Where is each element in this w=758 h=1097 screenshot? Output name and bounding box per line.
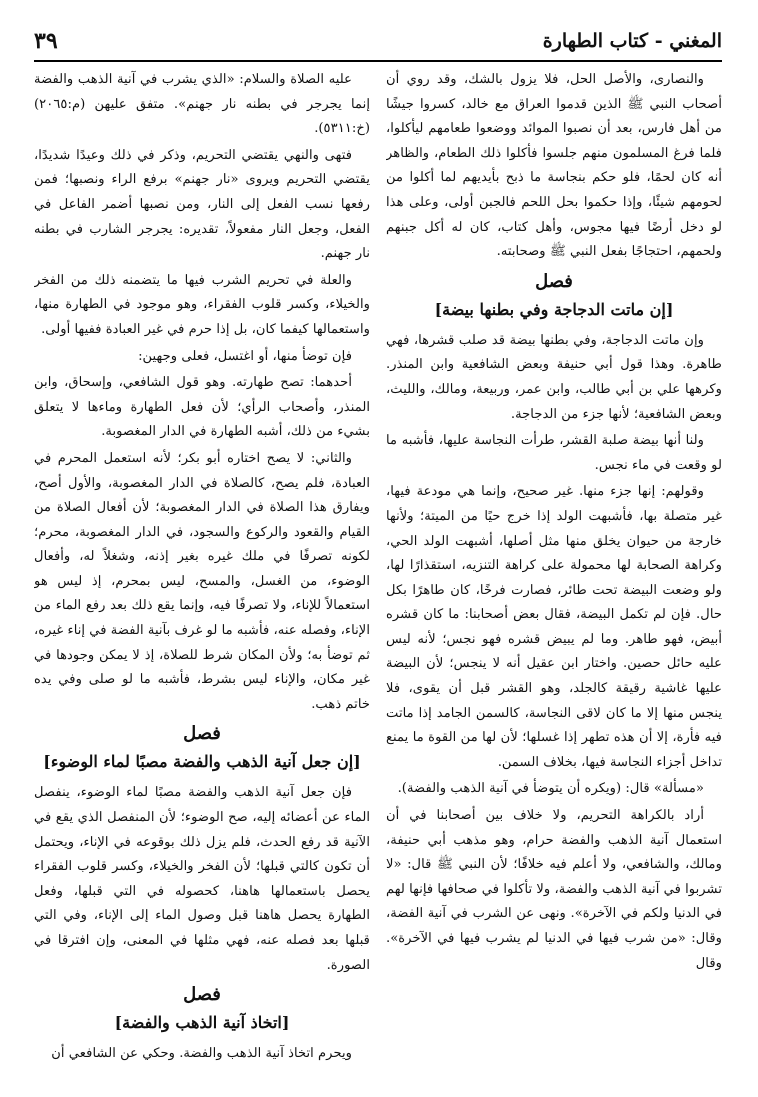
paragraph: والثاني: لا يصح اختاره أبو بكر؛ لأنه استعمل المحرم في العبادة، فلم يصح، كالصلاة في الدار المغصوبة، والأول أصح، ويفارق هذا الصلاة في الدار المغصوبة؛ لأن أفعال الصلاة من القيام والقعود والركوع والسجود، في الدار المغصوبة، محرم؛ لكونه تصرفًا في ملك غيره بغير إذنه، وشغلاً له، وأفعال الوضوء، من الغسل، والمسح، ليس بمحرم، إذ ليس هو استعمالاً للإناء، ولا تصرفًا فيه، وإنما يقع ذلك بعد رفع الماء من الإناء، وفصله عنه، فأشبه ما لو غرف بآنية الفضة في إناء غيره، ثم توضأ به؛ ولأن المكان شرط للصلاة، إذ لا يمكن وجودها في غير مكان، والإناء ليس بشرط، فأشبه ما لو صلى وفي يده خاتم ذهب. — [34, 450, 370, 712]
paragraph: والعلة في تحريم الشرب فيها ما يتضمنه ذلك من الفخر والخيلاء، وكسر قلوب الفقراء، وهو موجود في الطهارة منها، واستعمالها كيفما كان، بل إذا حرم في غير العبادة ففيها أولى. — [34, 272, 370, 337]
paragraph: ويحرم اتخاذ آنية الذهب والفضة. وحكي عن الشافعي أن — [51, 1046, 352, 1062]
paragraph: عليه الصلاة والسلام: «الذي يشرب في آنية الذهب والفضة إنما يجرجر في بطنه نار جهنم». متفق عليهن (م:٢٠٦٥) (خ:٥٣١١). — [34, 72, 370, 137]
paragraph: ولنا أنها بيضة صلبة القشر، طرأت النجاسة عليها، فأشبه ما لو وقعت في ماء نجس. — [386, 433, 722, 473]
paragraph: أراد بالكراهة التحريم، ولا خلاف بين أصحابنا في أن استعمال آنية الذهب والفضة حرام، وهو مذهب أبي حنيفة، ومالك، والشافعي، ولا أعلم فيه خلافًا؛ لأن النبي ﷺ قال: «لا تشربوا في آنية الذهب والفضة، ولا تأكلوا في صحافها فإنها لهم في الدنيا ولكم في الآخرة». ونهى عن الشرب في آنية الفضة، وقال: «من شرب فيها في الدنيا لم يشرب فيها في الآخرة». وقال — [386, 808, 722, 971]
left-column — [34, 68, 370, 1077]
paragraph: أحدهما: تصح طهارته. وهو قول الشافعي، وإسحاق، وابن المنذر، وأصحاب الرأي؛ لأن فعل الطهارة وماءها لا يتعلق بشيء من ذلك، أشبه الطهارة في الدار المغصوبة. — [34, 375, 370, 440]
paragraph: وإن ماتت الدجاجة، وفي بطنها بيضة قد صلب قشرها، فهي طاهرة. وهذا قول أبي حنيفة وبعض الشافعية وابن المنذر. وكرهها علي بن أبي طالب، وابن عمر، وربيعة، ومالك، والليث، وبعض الشافعية؛ لأنها جزء من الدجاجة. — [386, 332, 722, 422]
section-title: فصل — [183, 723, 221, 745]
section-subheading: [اتخاذ آنية الذهب والفضة] — [114, 1013, 290, 1033]
section-subheading: [إن ماتت الدجاجة وفي بطنها بيضة] — [434, 299, 674, 319]
right-column — [386, 68, 722, 1077]
paragraph: وقولهم: إنها جزء منها. غير صحيح، وإنما هي مودعة فيها، غير متصلة بها، فأشبهت الولد إذا خرج حيًا من الميتة؛ ولأنها خارجة من حيوان يخلق منها مثل أصلها، أشبهت الولد الحي، وكراهة الصحابة لها محمولة على كراهة التنزيه، استقذارًا لها، ولو وضعت البيضة تحت طائر، فصارت فرخًا، كان طاهرًا بكل حال. فإن لم تكمل البيضة، فقال بعض أصحابنا: ما كان قشره أبيض، فهو طاهر. وما لم يبيض قشره فهو نجس؛ لأنه ليس عليه حائل حصين. واختار ابن عقيل أنه لا ينجس؛ لأن البيضة عليها غاشية رقيقة كالجلد، وهو القشر قبل أن يقوى، فلا ينجس منها إلا ما كان لاقى النجاسة، كالسمن الجامد إذا ماتت فيه فأرة، إلا أن هذه تطهر إذا غسلها؛ لأن لها من القوة ما يمنع تداخل أجزاء النجاسة فيها، بخلاف السمن. — [386, 484, 722, 770]
paragraph: فتهى والنهي يقتضي التحريم، وذكر في ذلك وعيدًا شديدًا، يقتضي التحريم ويروى «نار جهنم» برفع الراء ونصبها؛ فمن رفعها نسب الفعل إلى النار، ومن نصبها أضمر الفاعل في الفعل، وجعل النار مفعولاً، تقديره: يجرجر الشارب في بطنه نار جهنم. — [34, 147, 370, 262]
page-number: ٣٩ — [34, 28, 58, 54]
section-title: فصل — [183, 984, 221, 1006]
running-title: المغني - كتاب الطهارة — [542, 30, 722, 52]
paragraph: والنصارى، والأصل الحل، فلا يزول بالشك، وقد روي أن أصحاب النبي ﷺ الذين قدموا العراق مع خالد، كسروا جيشًا من أهل فارس، بعد أن نصبوا الموائد ووضعوا طعامهم ليأكلوا، فلما فرغ المسلمون منهم جلسوا فأكلوا ذلك الطعام، والظاهر أنه كان لحمًا، فلو حكم بنجاسة ما ذبح بأيديهم لما أكلوا من لحومهم شيئًا، وإذا حكموا بحل اللحم فالجبن أولى، وعلى هذا لو دخل أرضًا فيها مجوس، وأهل كتاب، كان له أكل جبنهم ولحمهم، احتجاجًا بفعل النبي ﷺ وصحابته. — [386, 72, 722, 260]
page-header — [34, 26, 722, 62]
text-columns — [34, 68, 722, 1077]
masala-heading: «مسألة» قال: (ويكره أن يتوضأ في آنية الذهب والفضة). — [397, 781, 704, 797]
section-subheading: [إن جعل آنية الذهب والفضة مصبًا لماء الوضوء] — [43, 752, 361, 772]
paragraph: فإن جعل آنية الذهب والفضة مصبًا لماء الوضوء، ينفصل الماء عن أعضائه إليه، صح الوضوء؛ لأن المنفصل الذي يقع في الآنية قد رفع الحدث، فلم يزل ذلك بوقوعه في الإناء، ويحتمل أن تكون كالتي قبلها؛ لأن الفخر والخيلاء، وكسر قلوب الفقراء يحصل باستعمالها هاهنا، كحصوله في التي قبلها، وفعل الطهارة يحصل هاهنا قبل وصول الماء إلى الإناء، وفي التي قبلها بعد فصله عنه، فهي مثلها في المعنى، وإن افترقا في الصورة. — [34, 785, 370, 973]
section-title: فصل — [535, 270, 573, 292]
paragraph: فإن توضأ منها، أو اغتسل، فعلى وجهين: — [138, 348, 352, 364]
